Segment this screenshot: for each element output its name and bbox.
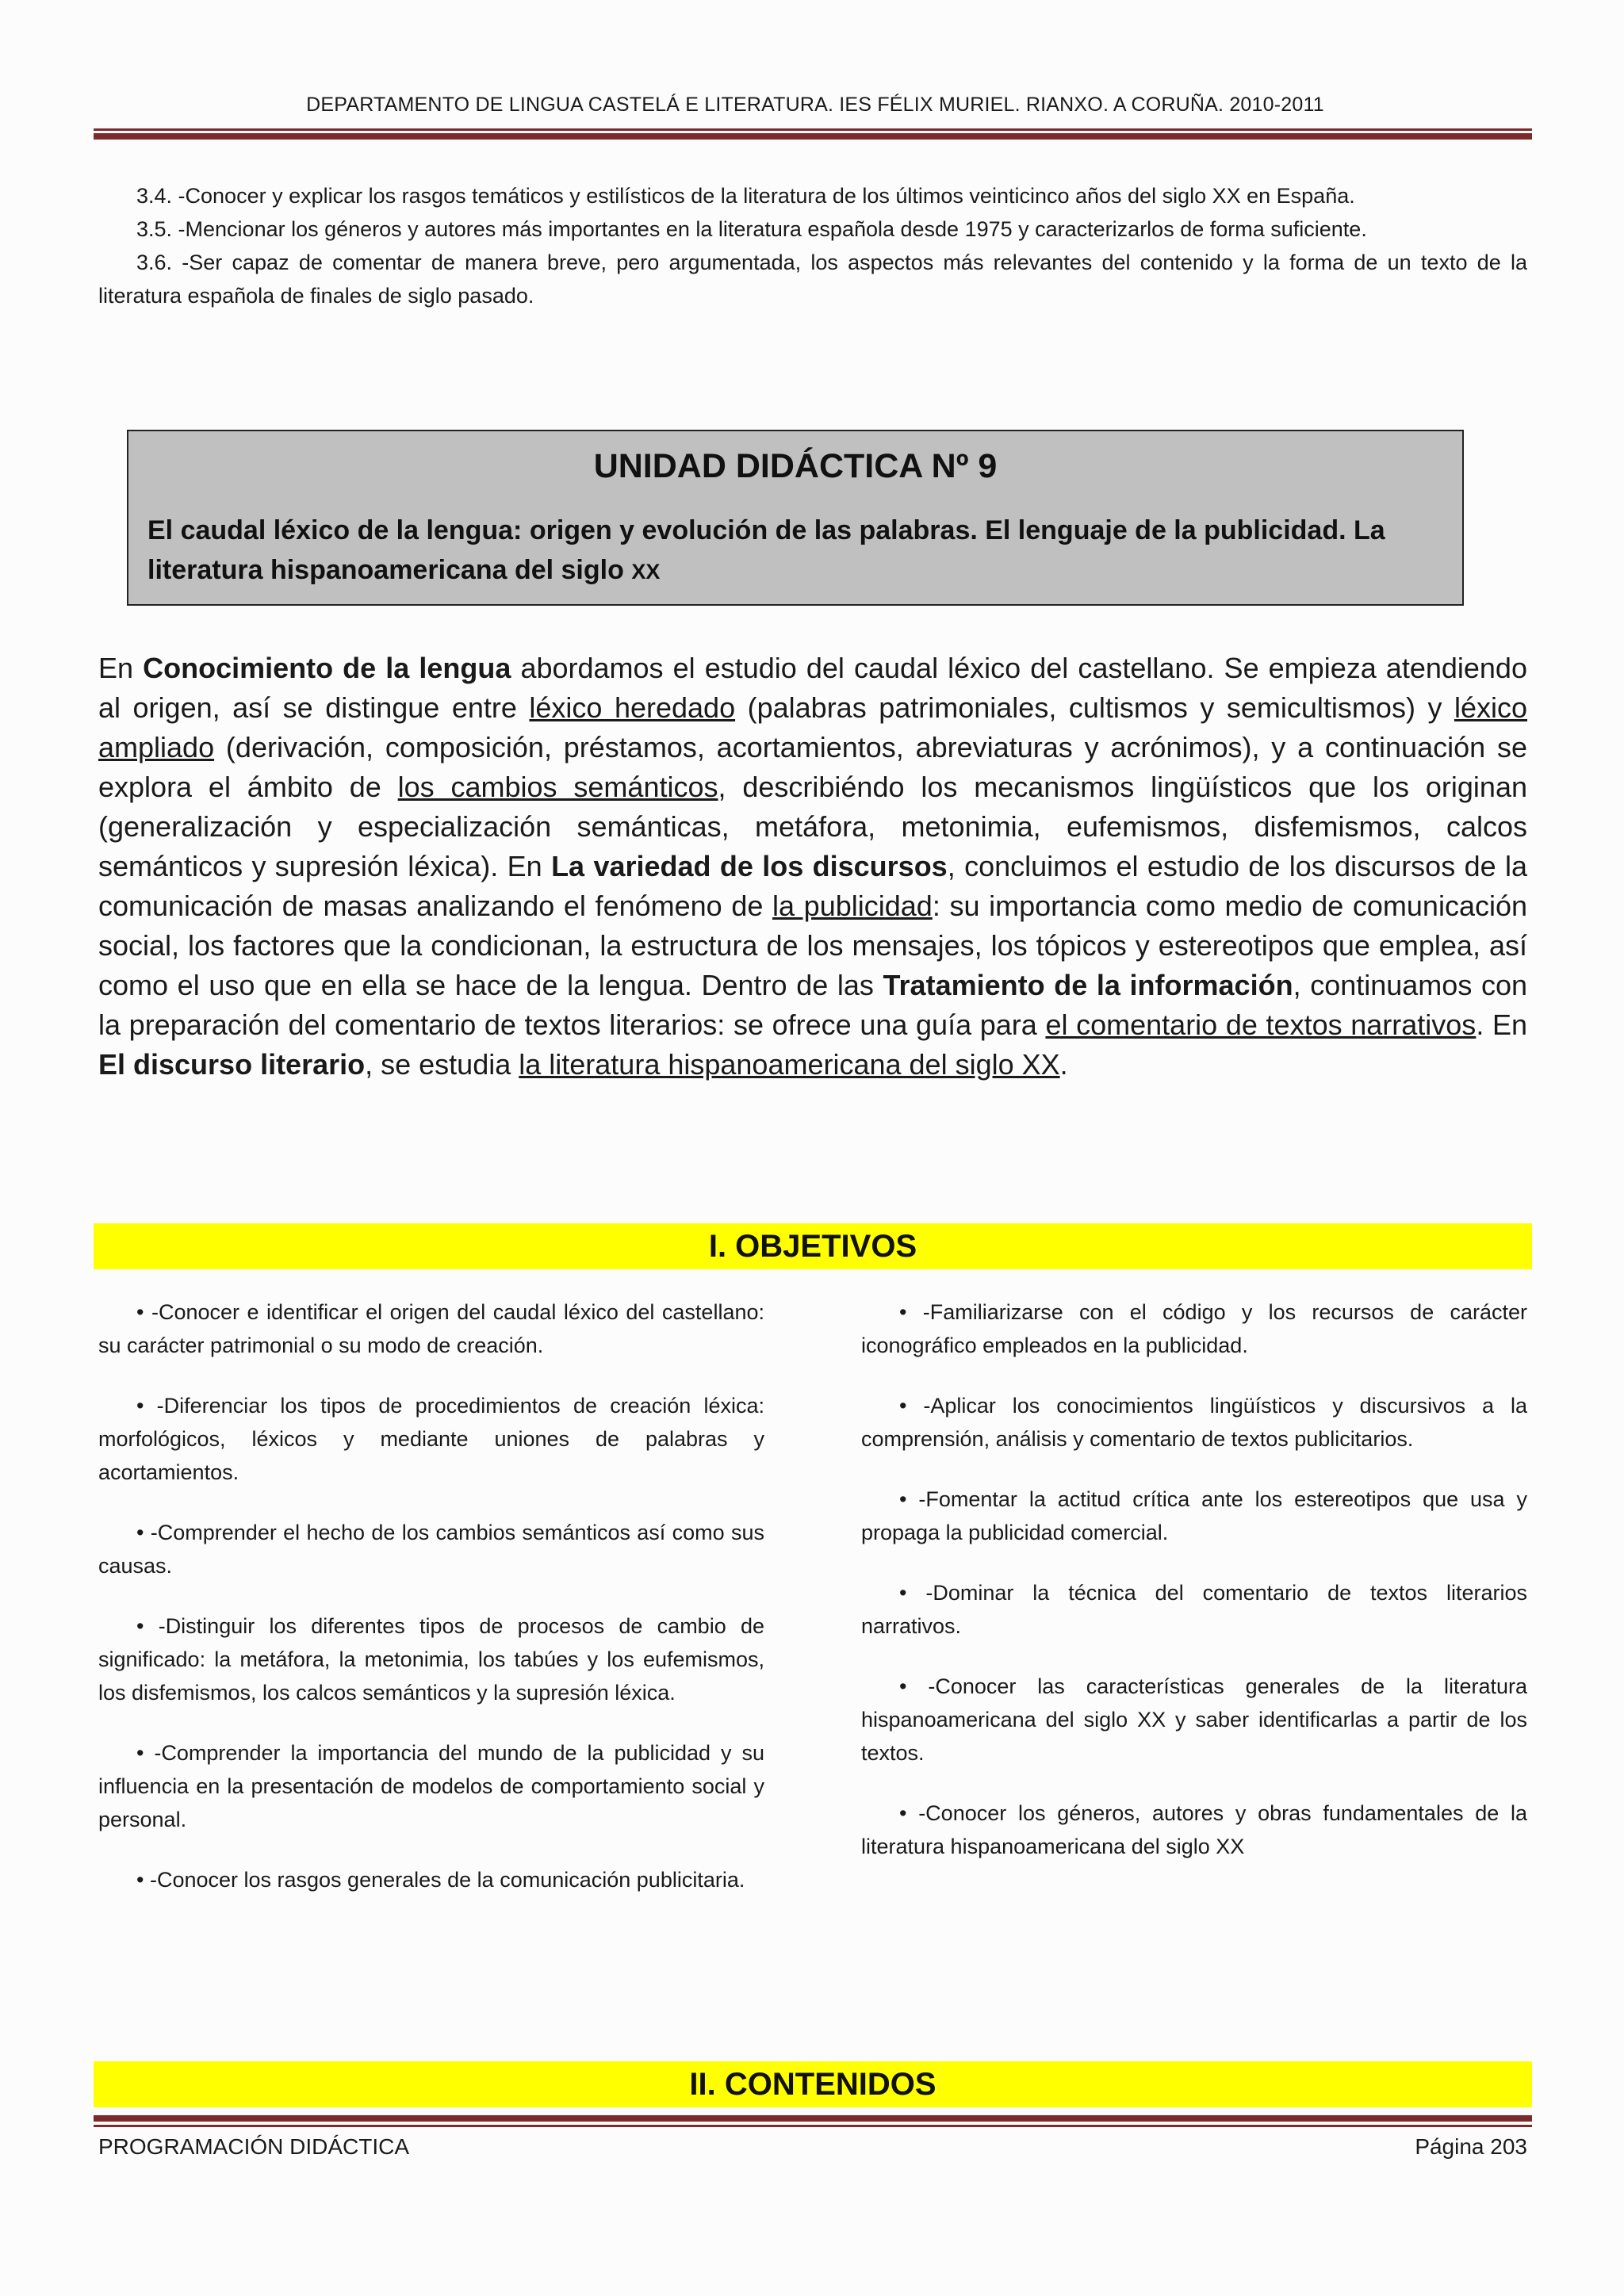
objective-item: • -Diferenciar los tipos de procedimientos de creación léxica: morfológicos, léxicos y mediante uniones de palabras y acortamientos. [98,1394,764,1484]
intro-text: . En [1476,1008,1527,1041]
intro-underlined: la publicidad [772,890,933,922]
objective-item: • -Conocer e identificar el origen del caudal léxico del castellano: su carácter patrimonial o su modo de creación. [98,1300,764,1357]
intro-text: , describiéndo los mecanismos lingüísticos que los originan (generalización y especialización semánticas, metáfora, metonimia, eufemismos, disfemismos, calcos semánticos y supresión léxica). En [98,771,1527,882]
contents-heading: II. CONTENIDOS [689,2067,936,2102]
unit-title: UNIDAD DIDÁCTICA Nº 9 [593,447,998,485]
unit-subtitle-century: XX [631,560,661,584]
criterion-item: 3.5. -Mencionar los géneros y autores más importantes en la literatura española desde 1975 y caracterizarlos de forma suficiente. [136,217,1367,241]
contents-heading-bar [94,2061,1532,2107]
intro-bold: Tratamiento de la información [883,969,1293,1001]
header-rule-thin [94,128,1532,131]
header-rule-thick [94,133,1532,140]
objective-item: • -Conocer los rasgos generales de la comunicación publicitaria. [136,1868,745,1892]
intro-bold: La variedad de los discursos [551,850,948,882]
intro-underlined: léxico ampliado [98,691,1528,763]
intro-text: , continuamos con la preparación del comentario de textos literarios: se ofrece una guía para [98,969,1528,1041]
objective-item: • -Fomentar la actitud crítica ante los estereotipos que usa y propaga la publicidad comercial. [861,1487,1527,1544]
intro-text: , se estudia [365,1048,519,1081]
objective-item: • -Dominar la técnica del comentario de textos literarios narrativos. [861,1581,1527,1638]
evaluation-criteria [98,179,1527,312]
footer-rule-thin [94,2125,1532,2127]
page-number: Página 203 [1415,2134,1527,2159]
intro-text: abordamos el estudio del caudal léxico del castellano. Se empieza atendiendo al origen, así se distingue entre [98,652,1527,724]
intro-bold: El discurso literario [98,1048,366,1081]
criterion-item: 3.4. -Conocer y explicar los rasgos temáticos y estilísticos de la literatura de los últimos veinticinco años del siglo XX en España. [136,184,1355,208]
objectives-heading: I. OBJETIVOS [708,1229,917,1264]
footer-rule-thick [94,2115,1532,2122]
intro-text: , concluimos el estudio de los discursos de la comunicación de masas analizando el fenómeno de [98,850,1527,922]
criterion-item: 3.6. -Ser capaz de comentar de manera breve, pero argumentada, los aspectos más relevantes del contenido y la forma de un texto de la literatura española de finales de siglo pasado. [98,251,1527,308]
unit-subtitle [147,511,1432,591]
objectives-left-column [98,1295,764,1923]
objective-item: • -Conocer las características generales de la literatura hispanoamericana del siglo XX y saber identificarlas a partir de los textos. [861,1674,1527,1765]
intro-underlined: léxico heredado [529,691,736,724]
intro-bold: Conocimiento de la lengua [143,652,511,684]
unit-title-box [127,430,1464,606]
footer-title: PROGRAMACIÓN DIDÁCTICA [98,2134,410,2159]
intro-underlined: la literatura hispanoamericana del siglo XX [519,1048,1060,1081]
unit-introduction [98,649,1527,1085]
intro-underlined: los cambios semánticos [397,771,718,803]
intro-underlined: el comentario de textos narrativos [1045,1008,1477,1041]
intro-text: (derivación, composición, préstamos, acortamientos, abreviaturas y acrónimos), y a continuación se explora el ámbito de [98,731,1527,803]
intro-text: : su importancia como medio de comunicación social, los factores que la condicionan, la estructura de los mensajes, los tópicos y estereotipos que emplea, así como el uso que en ella se hace de la lengua. Dentro de las [98,890,1528,1001]
objectives-heading-bar [94,1223,1532,1269]
intro-text: . [1059,1048,1068,1081]
objective-item: • -Aplicar los conocimientos lingüísticos y discursivos a la comprensión, análisis y comentario de textos publicitarios. [861,1394,1527,1451]
unit-subtitle-main: El caudal léxico de la lengua: origen y evolución de las palabras. El lenguaje de la publicidad. La literatura hispanoamericana del siglo [147,515,1385,585]
objective-item: • -Distinguir los diferentes tipos de procesos de cambio de significado: la metáfora, la metonimia, los tabúes y los eufemismos, los disfemismos, los calcos semánticos y la supresión léxica. [98,1614,764,1705]
intro-text: En [98,652,144,684]
objective-item: • -Comprender el hecho de los cambios semánticos así como sus causas. [98,1521,764,1578]
page-header: DEPARTAMENTO DE LINGUA CASTELÁ E LITERATURA. IES FÉLIX MURIEL. RIANXO. A CORUÑA. 2010-2011 [306,94,1324,116]
objective-item: • -Familiarizarse con el código y los recursos de carácter iconográfico empleados en la publicidad. [861,1300,1527,1357]
objective-item: • -Conocer los géneros, autores y obras fundamentales de la literatura hispanoamericana del siglo XX [861,1801,1527,1858]
objective-item: • -Comprender la importancia del mundo de la publicidad y su influencia en la presentación de modelos de comportamiento social y personal. [98,1741,764,1831]
intro-text: (palabras patrimoniales, cultismos y semicultismos) y [735,691,1454,724]
objectives-right-column [861,1295,1527,1890]
